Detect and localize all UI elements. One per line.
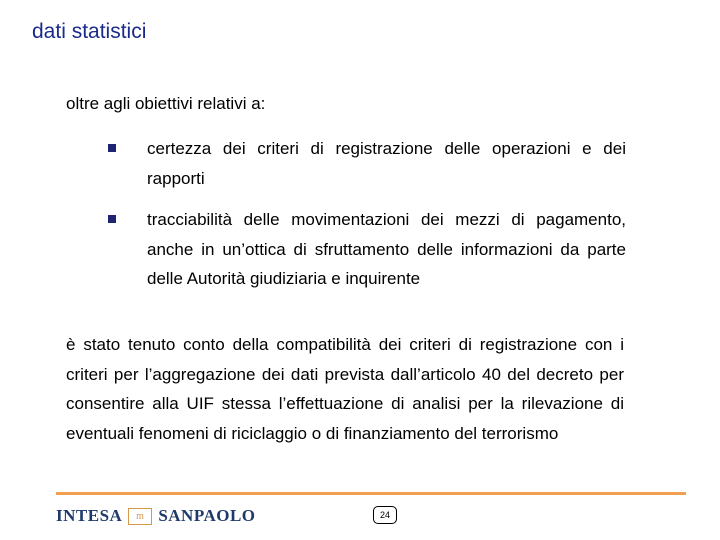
logo-right-text: SANPAOLO xyxy=(158,506,256,525)
page-number: 24 xyxy=(373,506,397,524)
square-bullet-icon xyxy=(108,215,116,223)
logo-mark-icon: m xyxy=(128,508,152,525)
bullet-item xyxy=(108,134,626,193)
slide-title: dati statistici xyxy=(32,20,147,43)
intro-text: oltre agli obiettivi relativi a: xyxy=(66,94,266,113)
bullet-text: certezza dei criteri di registrazione delle operazioni e dei rapporti xyxy=(147,139,626,188)
body-paragraph: è stato tenuto conto della compatibilità dei criteri di registrazione con i criteri per l’aggregazione dei dati prevista dall’articolo 40 del decreto per consentire alla UIF stessa l’effettuazione di analisi per la rilevazione di eventuali fenomeni di riciclaggio o di finanziamento del terrorismo xyxy=(66,335,624,443)
bullet-text: tracciabilità delle movimentazioni dei mezzi di pagamento, anche in un’ottica di sfruttamento delle informazioni da parte delle Autorità giudiziaria e inquirente xyxy=(147,210,626,288)
bullet-item xyxy=(108,205,626,294)
footer-divider xyxy=(56,492,686,495)
bullet-list xyxy=(108,134,626,306)
square-bullet-icon xyxy=(108,144,116,152)
intesa-sanpaolo-logo xyxy=(56,506,256,526)
logo-left-text: INTESA xyxy=(56,506,123,525)
